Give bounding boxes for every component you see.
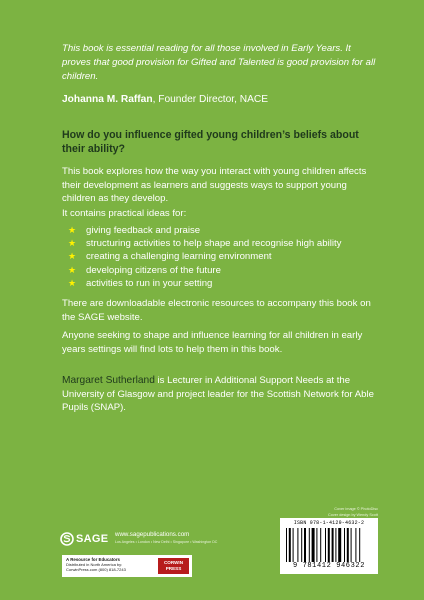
author-name: Margaret Sutherland (62, 375, 155, 386)
ideas-list (66, 224, 386, 290)
list-item: ★ activities to run in your setting (67, 277, 213, 289)
endorsement-attribution (62, 93, 378, 107)
author-bio (62, 374, 382, 415)
isbn-label: ISBN 978-1-4129-4632-2 (293, 520, 365, 526)
list-item: ★ developing citizens of the future (67, 264, 221, 276)
corwin-press-logo: CORWIN PRESS (158, 558, 189, 574)
sage-swirl-icon (60, 532, 74, 546)
star-icon: ★ (67, 225, 77, 235)
publisher-block (60, 530, 260, 550)
publisher-cities: Los Angeles • London • New Delhi • Singapore • Washington DC (115, 540, 218, 544)
author-description: is Lecturer in Additional Support Needs at the University of Glasgow and project leader for the Scottish Network for Able Pupils (SNAP). (62, 375, 374, 413)
distribution-box (62, 555, 192, 577)
list-item: ★ giving feedback and praise (67, 225, 201, 236)
isbn-digits: 9 781412 946322 (292, 562, 365, 570)
blurb-intro: This book explores how the way you interact with young children affects their development as learners and suggests ways to support young children as they develop. (62, 166, 367, 204)
star-icon: ★ (67, 264, 77, 275)
contains-lead: It contains practical ideas for: (62, 208, 187, 219)
barcode-icon (285, 528, 373, 562)
distribution-text: A Resource for Educators Distributed in North America by: CorwinPress.com (800) 818-7243 (66, 557, 126, 573)
cover-credits: Cover image © PhotoDisc Cover design by Wendy Scott (328, 507, 378, 517)
publisher-url[interactable]: www.sagepublications.com (115, 531, 190, 538)
star-icon: ★ (67, 251, 77, 262)
endorsement-quote: This book is essential reading for all those involved in Early Years. It proves that good provision for Gifted and Talented is good provision for all children. (62, 43, 376, 82)
endorser-name: Johanna M. Raffan (62, 94, 153, 105)
star-icon: ★ (67, 238, 77, 249)
star-icon: ★ (67, 277, 77, 288)
list-item: ★ creating a challenging learning environment (67, 251, 272, 263)
endorser-role: , Founder Director, NACE (152, 94, 269, 105)
isbn-barcode (280, 518, 378, 574)
audience-note: Anyone seeking to shape and influence learning for all children in early years settings will find lots to help them in this book. (62, 330, 363, 355)
sage-logo (60, 530, 112, 548)
publisher-name: SAGE (76, 533, 109, 545)
list-item: ★ structuring activities to help shape and recognise high ability (67, 238, 342, 250)
resources-note: There are downloadable electronic resources to accompany this book on the SAGE website. (62, 298, 371, 323)
blurb-heading: How do you influence gifted young children’s beliefs about their ability? (62, 129, 359, 155)
